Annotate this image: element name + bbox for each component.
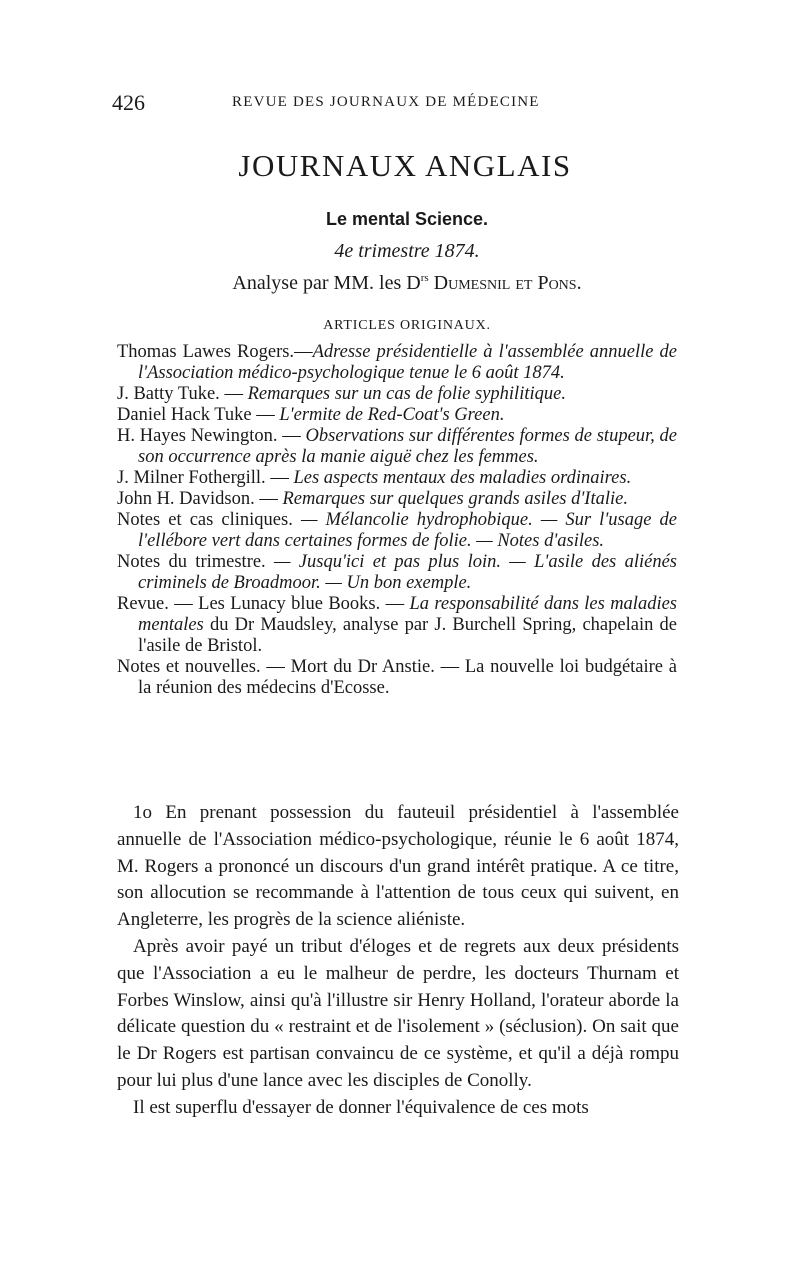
analysts: Dumesnil et Pons. (433, 272, 582, 294)
journal-issue: 4e trimestre 1874. (334, 240, 480, 262)
articles-heading: ARTICLES ORIGINAUX. (323, 318, 491, 333)
article-entry: J. Milner Fothergill. — Les aspects mentaux des maladies ordinaires. (117, 468, 632, 488)
article-entry: H. Hayes Newington. — Observations sur différentes formes de stupeur, de son occurrence après la manie aiguë chez les femmes. (117, 426, 678, 467)
running-title: REVUE DES JOURNAUX DE MÉDECINE (232, 94, 540, 110)
article-entry: John H. Davidson. — Remarques sur quelques grands asiles d'Italie. (117, 489, 628, 509)
paragraph: Il est superflu d'essayer de donner l'équivalence de ces mots (133, 1096, 589, 1118)
notes-entry: Notes du trimestre. — Jusqu'ici et pas plus loin. — L'asile des aliénés criminels de Broadmoor. — Un bon exemple. (117, 552, 677, 593)
page-number: 426 (112, 90, 145, 115)
paragraph: 1o En prenant possession du fauteuil présidentiel à l'assemblée annuelle de l'Association médico-psychologique, réunie le 6 août 1874, M. Rogers a prononcé un discours d'un grand intérêt pratique. A ce titre, son allocution se recommande à l'attention de tous ceux qui suivent, en Angleterre, les progrès de la science aliéniste. (117, 802, 679, 931)
body-text (117, 800, 679, 1122)
articles-list (117, 342, 677, 699)
article-entry: Thomas Lawes Rogers.—Adresse présidentielle à l'assemblée annuelle de l'Association médico-psychologique tenue le 6 août 1874. (117, 342, 678, 383)
running-head (0, 90, 800, 120)
analysis-line (0, 272, 800, 295)
article-entry: J. Batty Tuke. — Remarques sur un cas de folie syphilitique. (117, 384, 566, 404)
notes-entry: Revue. — Les Lunacy blue Books. — La responsabilité dans les maladies mentales du Dr Maudsley, analyse par J. Burchell Spring, chapelain de l'asile de Bristol. (117, 594, 678, 656)
analysis-superscript: rs (420, 272, 429, 284)
journal-name: Le mental Science. (325, 209, 489, 229)
section-title: JOURNAUX ANGLAIS (238, 148, 572, 183)
notes-entry: Notes et nouvelles. — Mort du Dr Anstie. — La nouvelle loi budgétaire à la réunion des médecins d'Ecosse. (117, 657, 677, 698)
paragraph: Après avoir payé un tribut d'éloges et de regrets aux deux présidents que l'Association a eu le malheur de perdre, les docteurs Thurnam et Forbes Winslow, ainsi qu'à l'illustre sir Henry Holland, l'orateur aborde la délicate question du « restraint et de l'isolement » (séclusion). On sait que le Dr Rogers est partisan convaincu de ce système, et qu'il a déjà rompu pour lui plus d'une lance avec les disciples de Conolly. (117, 935, 679, 1091)
article-entry: Daniel Hack Tuke — L'ermite de Red-Coat's Green. (117, 405, 505, 425)
analysis-prefix: Analyse par MM. les D (232, 272, 421, 294)
notes-entry: Notes et cas cliniques. — Mélancolie hydrophobique. — Sur l'usage de l'ellébore vert dans certaines formes de folie. — Notes d'asiles. (117, 510, 677, 551)
